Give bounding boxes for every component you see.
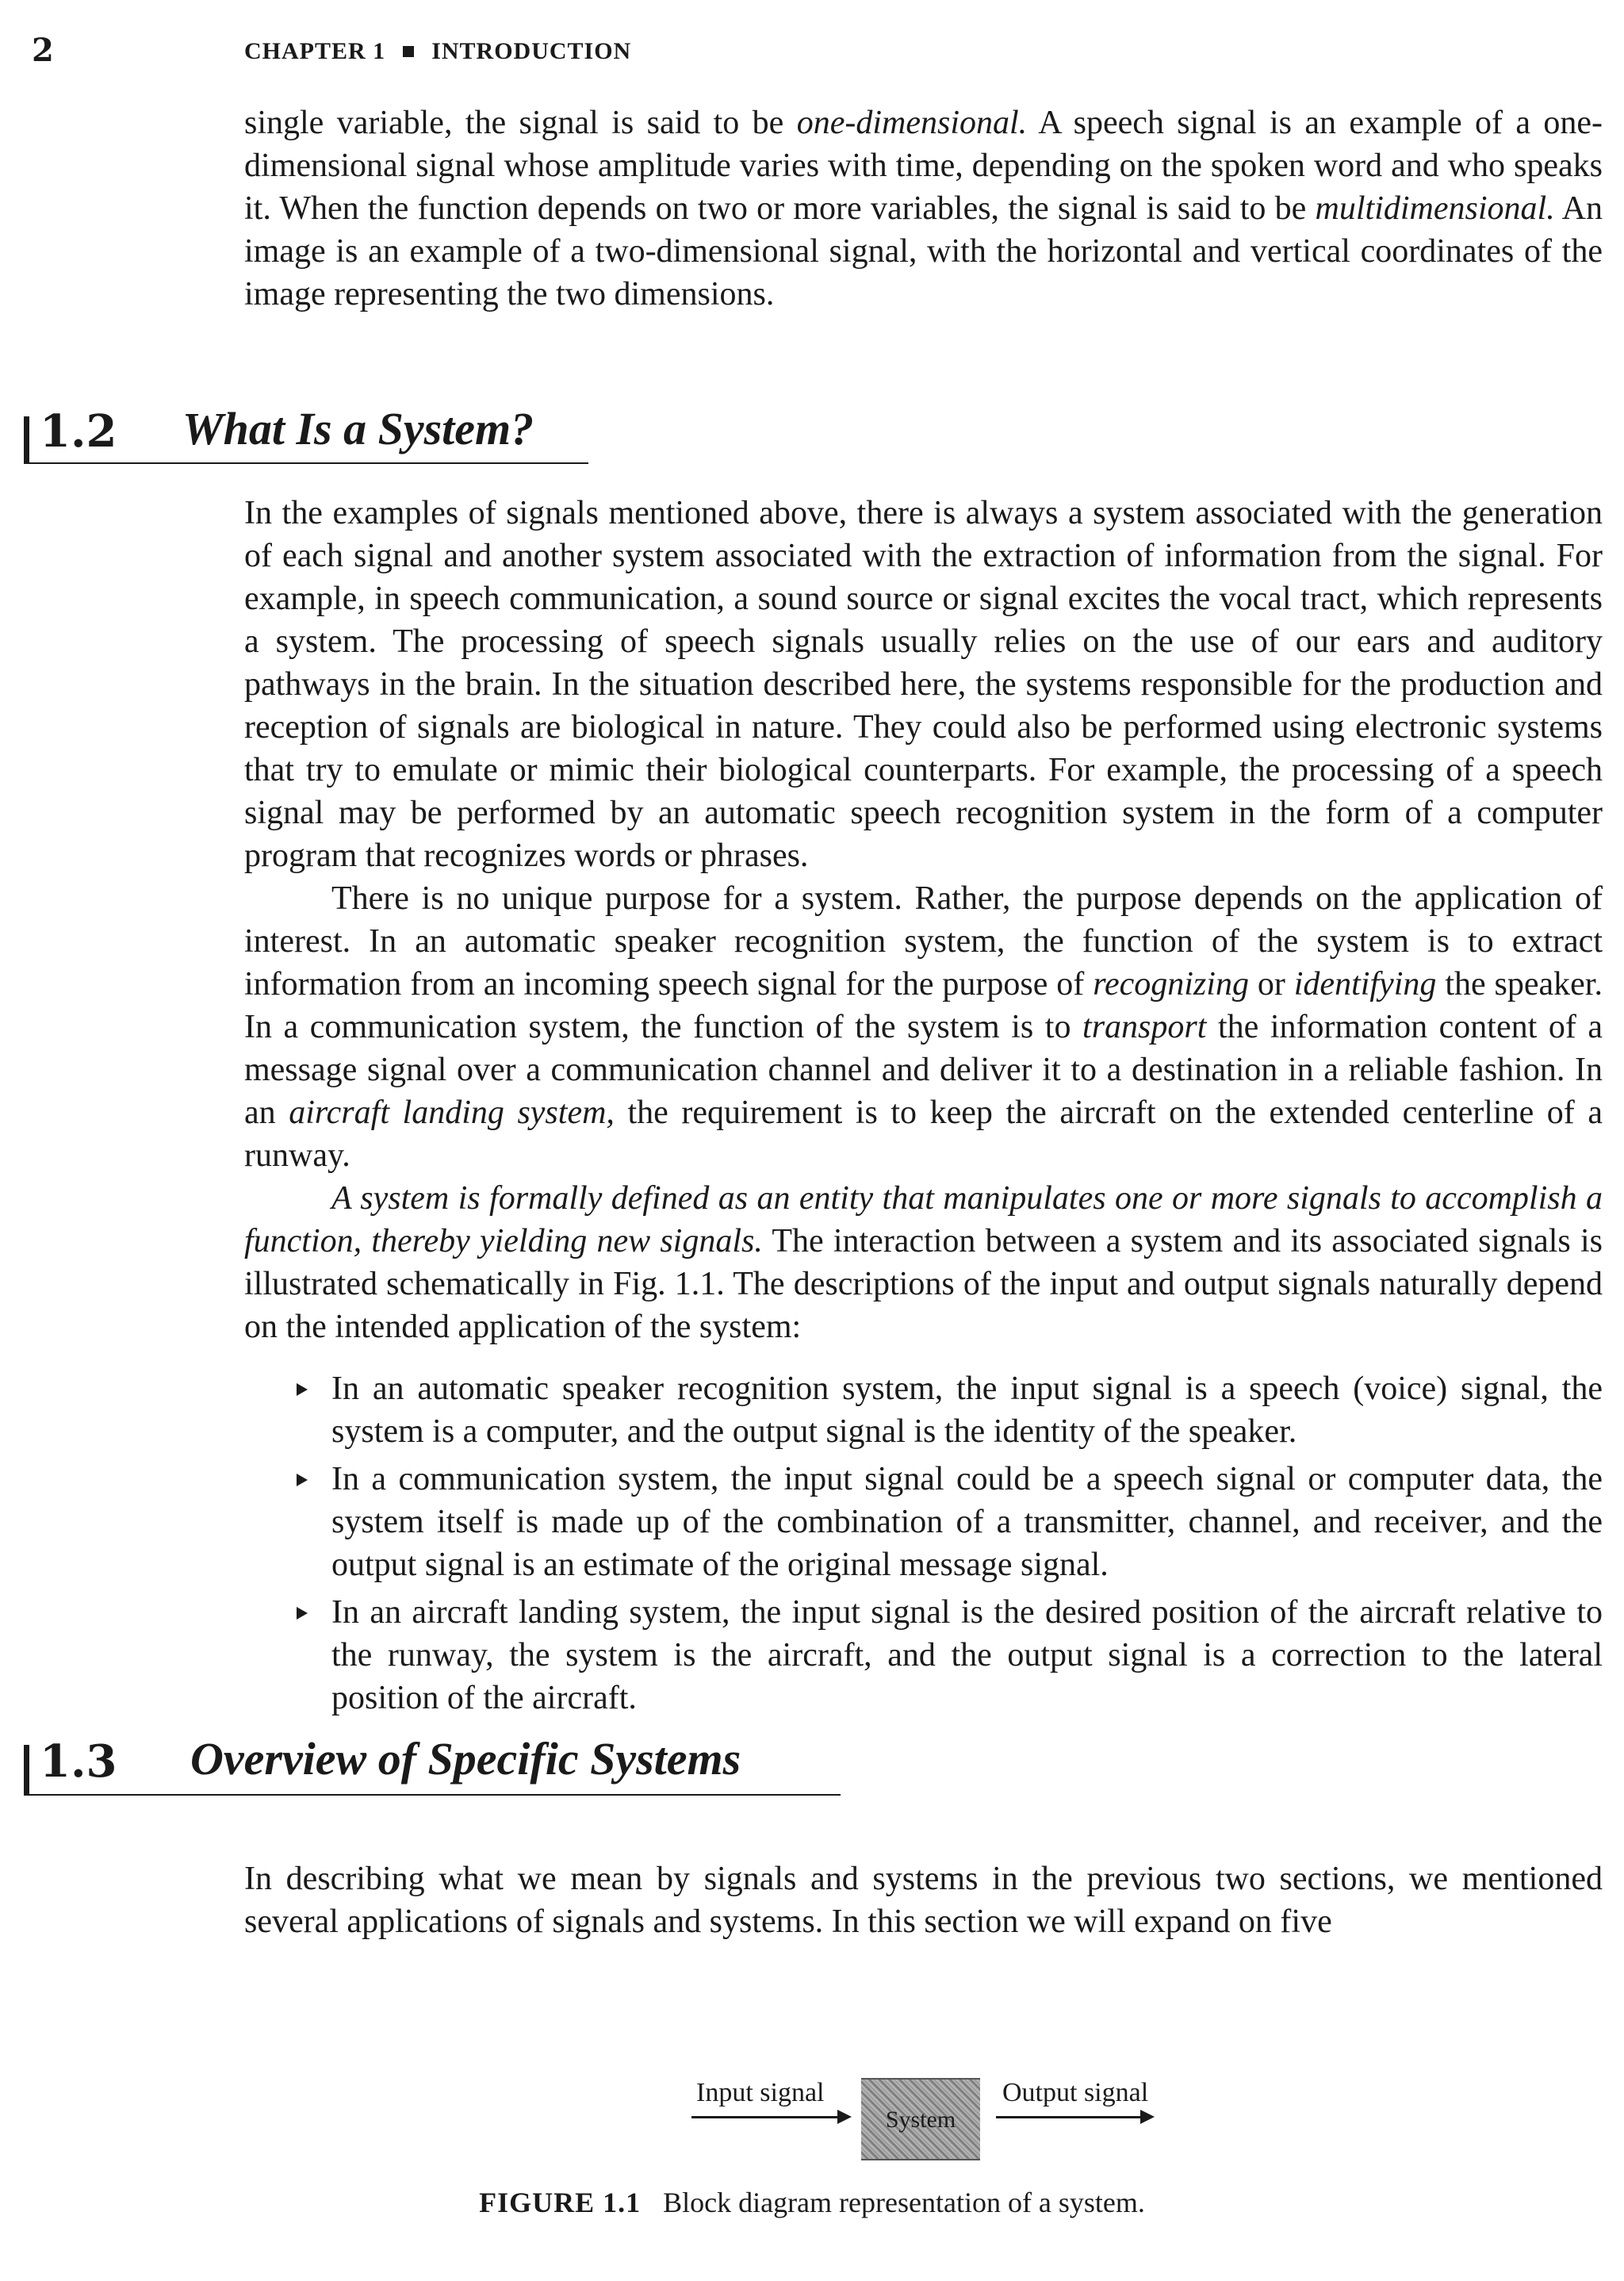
chapter-heading [244,38,631,65]
page-number: 2 [32,32,54,69]
triangle-bullet-icon [297,1607,308,1620]
heading-rule [24,1794,841,1796]
list-item [244,1591,1603,1719]
list-item [244,1458,1603,1586]
paragraph-text: The interaction between a system and its associated signals is illustrated schematically in Fig. 1.1. The descriptions of the input and output signals naturally depend on the intended application of the system: [244,1223,1603,1345]
paragraph: In describing what we mean by signals and systems in the previous two sections, we mentioned several applications of signals and systems. In this section we will expand on five [244,1861,1603,1940]
chapter-label: CHAPTER 1 [244,38,386,64]
heading-bar-icon [24,1745,29,1796]
figure-caption-text: Block diagram representation of a system. [663,2187,1145,2218]
system-label: System [885,2107,956,2133]
section-number: 1.3 [40,1735,117,1788]
section-heading-1-3 [24,1729,841,1792]
emphasis: aircraft landing system, [289,1094,615,1131]
square-bullet-icon [403,46,414,57]
output-signal-label: Output signal [1002,2078,1149,2107]
paragraph-text: the information content of a message signal over a communication channel and deliver it to a destination in a reliable fashion. In an [244,1009,1603,1131]
paragraph [244,877,1603,1177]
figure-caption [0,2186,1624,2219]
chapter-title: INTRODUCTION [431,38,632,64]
section-title: What Is a System? [182,403,534,454]
paragraph: In the examples of signals mentioned above, there is always a system associated with the generation of each signal and another system associated with the extraction of information from the signal. For example, in speech communication, a sound source or signal excites the vocal tract, which represents a system. The processing of speech signals usually relies on the use of our ears and auditory pathways in the brain. In the situation described here, the systems responsible for the production and reception of signals are biological in nature. They could also be performed using electronic systems that try to emulate or mimic their biological counterparts. For example, the processing of a speech signal may be performed by an automatic speech recognition system in the form of a computer program that recognizes words or phrases. [244,495,1603,874]
section-1-2-body [244,492,1603,1724]
heading-rule [24,462,588,464]
paragraph-text: or [1248,966,1294,1002]
intro-text-3: An image is an example of a two-dimensional signal, with the horizontal and vertical coordinates of the image representing the two dimensions. [244,190,1603,312]
emphasis: transport [1082,1009,1207,1045]
emphasis: identifying [1293,966,1437,1002]
figure-id: FIGURE 1.1 [479,2187,642,2218]
heading-bar-icon [24,416,29,464]
input-signal-label: Input signal [696,2078,825,2107]
list-item-text: In a communication system, the input signal could be a speech signal or computer data, the system itself is made up of the combination of a transmitter, channel, and receiver, and the output signal is an estimate of the original message signal. [331,1461,1603,1583]
system-block [861,2078,980,2160]
section-heading-1-2 [24,401,588,464]
figure-1-1-block-diagram [0,2062,1624,2205]
emphasis: recognizing [1093,966,1249,1002]
paragraph-text: There is no unique purpose for a system. Rather, the purpose depends on the application of interest. In an automatic speaker recognition system, the function of the system is to extract information from an incoming speech signal for the purpose of [244,880,1603,1002]
section-1-3-body [244,1857,1603,1943]
paragraph [244,1177,1603,1348]
section-number: 1.2 [40,405,117,458]
intro-paragraph [244,102,1603,316]
running-head [0,32,1624,71]
definition-emphasis: A system is formally defined as an entity that manipulates one or more signals to accomplish a function, thereby yielding new signals. [244,1180,1603,1259]
paragraph-text: the requirement is to keep the aircraft on the extended centerline of a runway. [244,1094,1603,1174]
output-arrow-icon [996,2116,1151,2118]
input-arrow-icon [691,2116,848,2118]
intro-text-1: single variable, the signal is said to be [244,105,797,141]
list-item-text: In an automatic speaker recognition system, the input signal is a speech (voice) signal, the system is a computer, and the output signal is the identity of the speaker. [331,1371,1603,1450]
list-item-text: In an aircraft landing system, the input signal is the desired position of the aircraft relative to the runway, the system is the aircraft, and the output signal is a correction to the lateral position of the aircraft. [331,1594,1603,1716]
paragraph-text: the speaker. In a communication system, the function of the system is to [244,966,1603,1045]
list-item [244,1367,1603,1453]
intro-text-2: A speech signal is an example of a one-dimensional signal whose amplitude varies with time, depending on the spoken word and who speaks it. When the function depends on two or more variables, the signal is said to be [244,105,1603,227]
section-title: Overview of Specific Systems [190,1733,741,1785]
intro-emphasis-2: multidimensional. [1315,190,1555,227]
triangle-bullet-icon [297,1383,308,1396]
intro-emphasis-1: one-dimensional. [796,105,1028,141]
bullet-list [244,1367,1603,1719]
triangle-bullet-icon [297,1474,308,1486]
